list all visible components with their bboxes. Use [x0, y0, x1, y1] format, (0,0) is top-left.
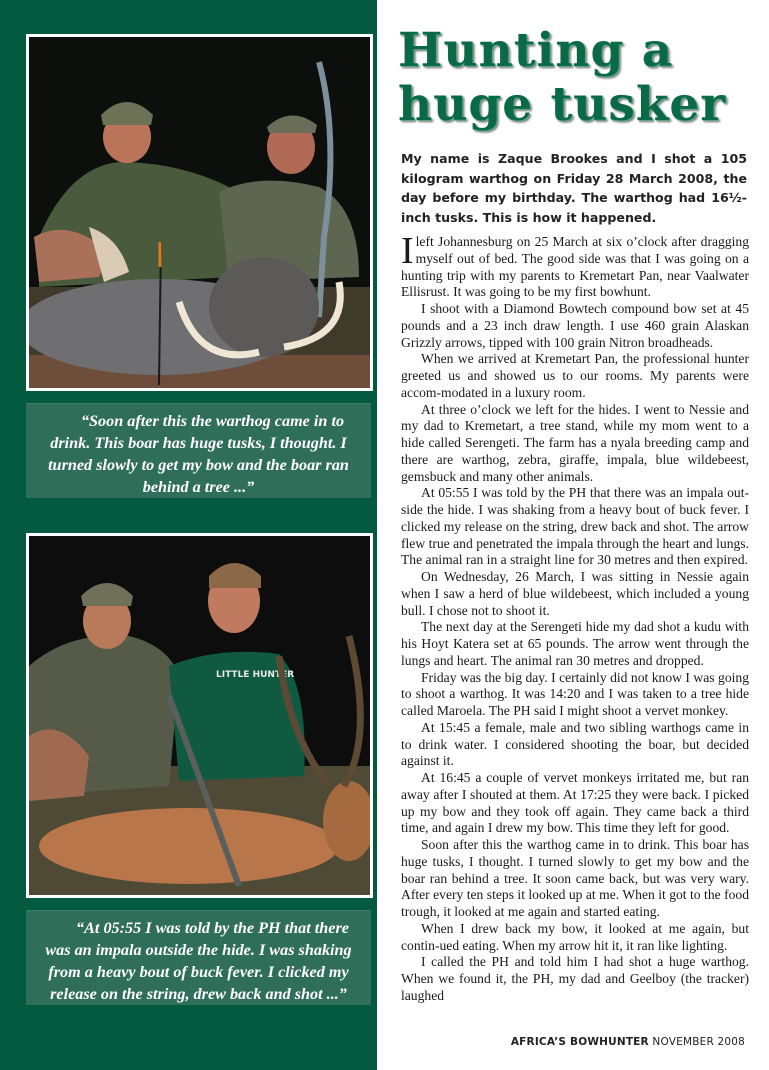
title-line-2: huge tusker	[398, 77, 727, 132]
body-paragraph: Ileft Johannesburg on 25 March at six o’clock after dragging myself out of bed. The good side was that I was going on a hunting trip with my parents to Kremetart Pan, near Vaalwater Ellisrust. It was going to be my first bowhunt.	[401, 230, 749, 300]
body-paragraph: When I drew back my bow, it looked at me again, but contin-ued eating. When my arrow hit it, it ran like lighting.	[401, 920, 749, 953]
body-paragraph: At 05:55 I was told by the PH that there was an impala out-side the hide. I was shaking from a heavy bout of buck fever. I clicked my release on the string, drew back and shot. The arrow flew true and penetrated the impala through the heart and lungs. The animal ran in a straight line for 30 metres and then expired.	[401, 485, 749, 568]
body-paragraph: I called the PH and told him I had shot a huge warthog. When we found it, the PH, my dad and Geelboy (the tracker) laughed	[401, 954, 749, 1003]
body-paragraph: Soon after this the warthog came in to drink. This boar has huge tusks, I thought. I turned slowly to get my bow and the boar ran behind a tree. It soon came back, but was very wary. After every ten steps it looked up at me. When it got to the food trough, it looked at me again and started eating.	[401, 837, 749, 919]
impala-trophy-photo	[26, 533, 373, 898]
drop-cap: I	[401, 230, 414, 272]
warthog-trophy-photo	[26, 34, 373, 391]
body-paragraph: At three o’clock we left for the hides. I went to Nessie and my dad to Kremetart, a tree stand, while my mom went to a hide called Serengeti. The farm has a nyala breeding camp and there are warthog, zebra, giraffe, impala, blue wildebeest, gemsbuck and many other animals.	[401, 401, 749, 484]
magazine-name: AFRICA’S BOWHUNTER	[510, 1036, 649, 1048]
body-paragraph: On Wednesday, 26 March, I was sitting in Nessie again when I saw a herd of blue wildebeest, which included a young bull. I chose not to shoot it.	[401, 569, 749, 618]
pull-quote-warthog: “Soon after this the warthog came in to drink. This boar has huge tusks, I thought. I turned slowly to get my bow and the boar ran behind a tree ...”	[26, 403, 371, 498]
page-footer	[511, 1036, 745, 1048]
issue-date: NOVEMBER 2008	[652, 1036, 745, 1048]
body-paragraph: The next day at the Serengeti hide my dad shot a kudu with his Hoyt Katera set at 65 pounds. The arrow went through the lungs and heart. The animal ran 30 metres and dropped.	[401, 619, 749, 668]
body-paragraph: Friday was the big day. I certainly did not know I was going to shoot a warthog. It was 14:20 and I was taken to a tree hide called Maroela. The PH said I might shoot a vervet monkey.	[401, 669, 749, 718]
sidebar-panel	[0, 0, 377, 1070]
body-paragraph: At 16:45 a couple of vervet monkeys irritated me, but ran away after I shouted at them. At 17:25 they were back. I picked up my bow and they took off again. They came back a third time, and again I drew my bow. This time they left for good.	[401, 770, 749, 836]
article-title	[398, 24, 758, 132]
body-paragraph: At 15:45 a female, male and two sibling warthogs came in to drink water. I considered shooting the boar, but decided against it.	[401, 719, 749, 769]
article-intro: My name is Zaque Brookes and I shot a 105 kilogram warthog on Friday 28 March 2008, the day before my birthday. The warthog had 16½-inch tusks. This is how it happened.	[401, 151, 747, 225]
title-line-1: Hunting a	[398, 23, 674, 78]
pull-quote-impala: “At 05:55 I was told by the PH that there was an impala outside the hide. I was shaking from a heavy bout of buck fever. I clicked my release on the string, drew back and shot ...”	[26, 910, 371, 1005]
warthog-photo-illustration	[29, 37, 370, 388]
article-body	[401, 230, 749, 1005]
shirt-text: LITTLE HUNTER	[216, 670, 295, 680]
body-paragraph: I shoot with a Diamond Bowtech compound bow set at 45 pounds and a 23 inch draw length. I use 460 grain Alaskan Grizzly arrows, tipped with 100 grain Nitron broadheads.	[401, 301, 749, 350]
impala-photo-illustration	[29, 536, 370, 895]
body-paragraph: When we arrived at Kremetart Pan, the professional hunter greeted us and showed us to our rooms. My parents were accom-modated in a luxury room.	[401, 351, 749, 400]
